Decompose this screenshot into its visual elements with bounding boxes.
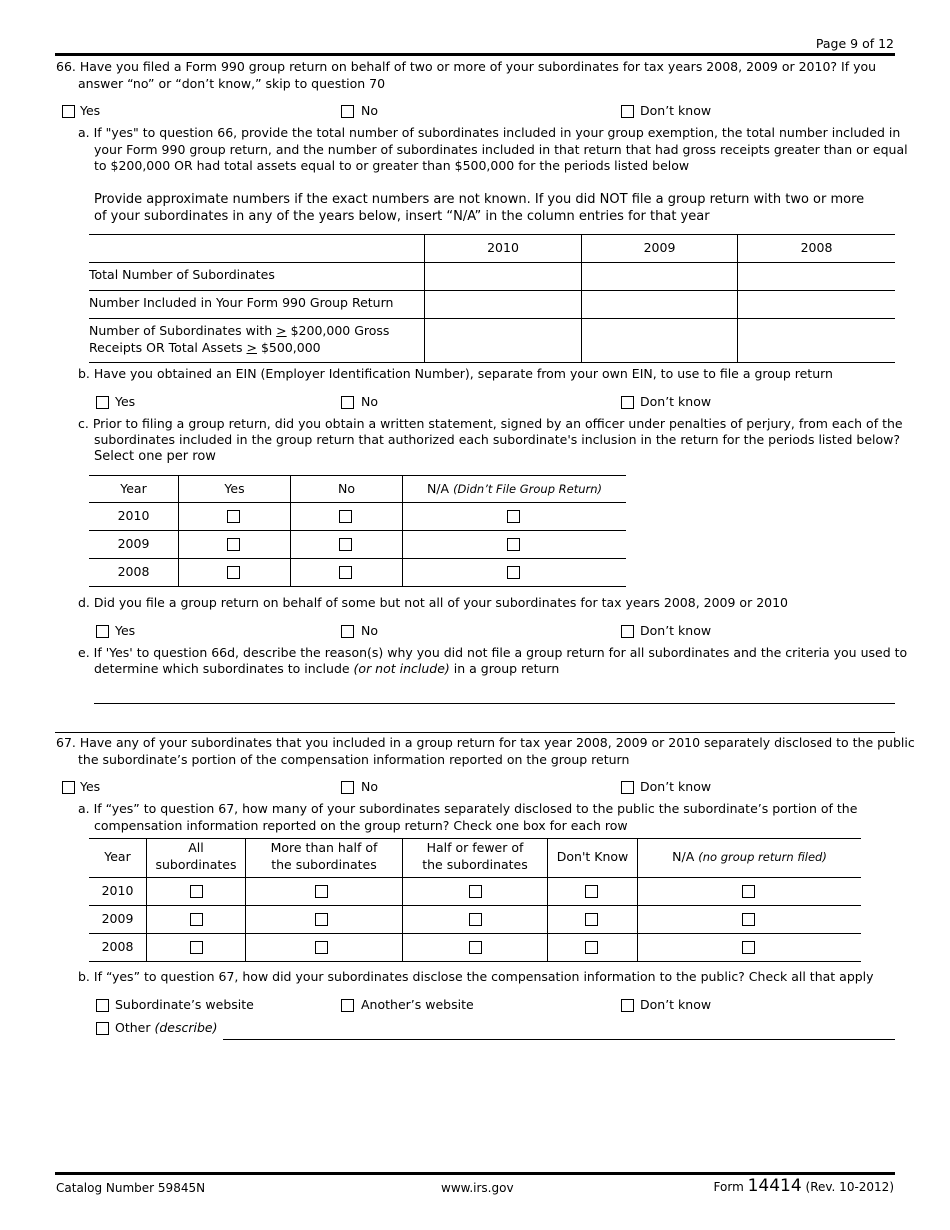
q66a-line2: your Form 990 group return, and the number of subordinates included in that return that had gross receipts greater than or equal (94, 142, 908, 157)
q67-no-checkbox[interactable] (341, 781, 354, 794)
q67b-another-website-label: Another’s website (361, 997, 474, 1012)
q66a-line3: to $200,000 OR had total assets equal to or greater than $500,000 for the periods listed below (94, 158, 690, 173)
q66a-note-line2: of your subordinates in any of the years below, insert “N/A” in the column entries for that year (94, 209, 710, 224)
q67a-2010-dont-know-checkbox[interactable] (585, 885, 598, 898)
q66c-line3: Select one per row (94, 449, 216, 464)
q67a-col-all-2: subordinates (155, 857, 237, 872)
footer-rule (55, 1172, 895, 1175)
q66b-dont-know-checkbox[interactable] (621, 396, 634, 409)
catalog-number: Catalog Number 59845N (56, 1181, 206, 1195)
q66c-col-na: N/A (Didn’t File Group Return) (426, 481, 603, 496)
q66-dont-know-label: Don’t know (640, 103, 712, 118)
q67-dont-know-checkbox[interactable] (621, 781, 634, 794)
q66b-dont-know-label: Don’t know (640, 394, 712, 409)
q67b-dont-know-label: Don’t know (640, 997, 712, 1012)
q66c-2009-yes-checkbox[interactable] (227, 538, 240, 551)
q66-no-checkbox[interactable] (341, 105, 354, 118)
cell-total-2010[interactable] (425, 263, 581, 290)
q66d-no-label: No (361, 623, 378, 638)
q66-text: 66. Have you filed a Form 990 group return on behalf of two or more of your subordinates for tax years 2008, 2009 or 2010? If you (56, 59, 877, 74)
q66-yes-checkbox[interactable] (62, 105, 75, 118)
q67b-subordinate-website-label: Subordinate’s website (115, 997, 254, 1012)
q66-no-label: No (361, 103, 378, 118)
q66c-col-no: No (338, 481, 355, 496)
q67a-2010-half-checkbox[interactable] (469, 885, 482, 898)
header-rule (55, 53, 895, 56)
q67a-2010-na-checkbox[interactable] (742, 885, 755, 898)
q66b-no-label: No (361, 394, 378, 409)
q67-yes-label: Yes (80, 779, 101, 794)
q66d-yes-checkbox[interactable] (96, 625, 109, 638)
q67b-other-describe-line[interactable] (223, 1039, 895, 1040)
q66c-year-2008: 2008 (117, 564, 150, 579)
q66d-yes-label: Yes (115, 623, 136, 638)
q67a-col-more-1: More than half of (270, 840, 378, 855)
year-header-2008: 2008 (800, 240, 833, 255)
q67a-2009-dont-know-checkbox[interactable] (585, 913, 598, 926)
q67a-col-more-2: the subordinates (271, 857, 377, 872)
cell-gross-2010[interactable] (425, 319, 581, 362)
cell-included-2008[interactable] (738, 291, 895, 318)
q67a-line2: compensation information reported on the group return? Check one box for each row (94, 818, 628, 833)
q66a-note-line1: Provide approximate numbers if the exact numbers are not known. If you did NOT file a group return with two or more (94, 192, 865, 207)
q67a-2008-half-checkbox[interactable] (469, 941, 482, 954)
cell-included-2010[interactable] (425, 291, 581, 318)
section-divider (55, 732, 895, 733)
q66d-dont-know-checkbox[interactable] (621, 625, 634, 638)
q66b-yes-label: Yes (115, 394, 136, 409)
q67a-2008-all-checkbox[interactable] (190, 941, 203, 954)
q66c-col-yes: Yes (224, 481, 245, 496)
q66c-2010-no-checkbox[interactable] (339, 510, 352, 523)
q67b-another-website-checkbox[interactable] (341, 999, 354, 1012)
cell-total-2008[interactable] (738, 263, 895, 290)
q66d-no-checkbox[interactable] (341, 625, 354, 638)
q67b-text: b. If “yes” to question 67, how did your subordinates disclose the compensation information to the public? Check all that apply (78, 969, 874, 984)
q67b-subordinate-website-checkbox[interactable] (96, 999, 109, 1012)
q67-no-label: No (361, 779, 378, 794)
q66c-2008-no-checkbox[interactable] (339, 566, 352, 579)
q67a-line1: a. If “yes” to question 67, how many of your subordinates separately disclosed to the public the subordinate’s portion of the (78, 801, 858, 816)
q66a-line1: a. If "yes" to question 66, provide the total number of subordinates included in your group exemption, the total number included in (78, 125, 901, 140)
cell-included-2009[interactable] (582, 291, 737, 318)
q67a-2008-more-checkbox[interactable] (315, 941, 328, 954)
q67b-other-checkbox[interactable] (96, 1022, 109, 1035)
q67a-2009-half-checkbox[interactable] (469, 913, 482, 926)
q66c-2008-yes-checkbox[interactable] (227, 566, 240, 579)
cell-total-2009[interactable] (582, 263, 737, 290)
q66c-2009-na-checkbox[interactable] (507, 538, 520, 551)
q67-dont-know-label: Don’t know (640, 779, 712, 794)
q67a-2008-na-checkbox[interactable] (742, 941, 755, 954)
page-number: Page 9 of 12 (815, 36, 894, 51)
q67a-2009-more-checkbox[interactable] (315, 913, 328, 926)
q67a-col-dont-know: Don't Know (556, 849, 629, 864)
q66e-line1: e. If 'Yes' to question 66d, describe the reason(s) why you did not file a group return for all subordinates and the criteria you used to (78, 645, 908, 660)
q66c-line1: c. Prior to filing a group return, did you obtain a written statement, signed by an officer under penalties of perjury, from each of the (78, 416, 903, 431)
q66b-text: b. Have you obtained an EIN (Employer Identification Number), separate from your own EIN, to use to file a group return (78, 366, 833, 381)
q67a-2009-all-checkbox[interactable] (190, 913, 203, 926)
q66c-col-year: Year (120, 481, 147, 496)
q66c-2010-na-checkbox[interactable] (507, 510, 520, 523)
row-gross-receipts-line1: Number of Subordinates with > $200,000 Gross (89, 323, 390, 338)
q66d-text: d. Did you file a group return on behalf of some but not all of your subordinates for tax years 2008, 2009 or 2010 (78, 595, 789, 610)
q66b-yes-checkbox[interactable] (96, 396, 109, 409)
q66e-line2: determine which subordinates to include (or not include) in a group return (94, 661, 560, 676)
q66-dont-know-checkbox[interactable] (621, 105, 634, 118)
q67-yes-checkbox[interactable] (62, 781, 75, 794)
cell-gross-2009[interactable] (582, 319, 737, 362)
q67a-col-all-1: All (188, 840, 204, 855)
q67-line1: 67. Have any of your subordinates that you included in a group return for tax year 2008, 2009 or 2010 separately disclosed to the public (56, 735, 915, 750)
q66-text-line2: answer “no” or “don’t know,” skip to question 70 (78, 76, 386, 91)
q66-yes-label: Yes (80, 103, 101, 118)
q67-line2: the subordinate’s portion of the compensation information reported on the group return (78, 752, 630, 767)
q67a-year-2008: 2008 (101, 939, 134, 954)
q66c-line2: subordinates included in the group return that authorized each subordinate's inclusion in the return for the periods listed below? (94, 432, 901, 447)
q67a-2010-more-checkbox[interactable] (315, 885, 328, 898)
q66b-no-checkbox[interactable] (341, 396, 354, 409)
q67a-2010-all-checkbox[interactable] (190, 885, 203, 898)
q66e-answer-line[interactable] (94, 703, 895, 704)
q67b-other-label: Other (describe) (115, 1020, 218, 1035)
q67a-2008-dont-know-checkbox[interactable] (585, 941, 598, 954)
q66c-2010-yes-checkbox[interactable] (227, 510, 240, 523)
year-header-2010: 2010 (487, 240, 519, 255)
q67a-2009-na-checkbox[interactable] (742, 913, 755, 926)
cell-gross-2008[interactable] (738, 319, 895, 362)
q67b-dont-know-checkbox[interactable] (621, 999, 634, 1012)
q67a-col-na: N/A (no group return filed) (672, 849, 827, 864)
form-id: Form 14414 (Rev. 10-2012) (713, 1176, 894, 1196)
q67a-year-2009: 2009 (101, 911, 134, 926)
row-total-subordinates: Total Number of Subordinates (89, 267, 275, 282)
q67a-col-year: Year (104, 849, 131, 864)
row-gross-receipts-line2: Receipts OR Total Assets > $500,000 (89, 340, 321, 355)
q67a-year-2010: 2010 (101, 883, 134, 898)
q66c-2009-no-checkbox[interactable] (339, 538, 352, 551)
row-included-group-return: Number Included in Your Form 990 Group Return (89, 295, 394, 310)
q66c-year-2010: 2010 (117, 508, 150, 523)
q66c-2008-na-checkbox[interactable] (507, 566, 520, 579)
q67a-col-half-1: Half or fewer of (426, 840, 524, 855)
year-header-2009: 2009 (643, 240, 676, 255)
irs-website: www.irs.gov (441, 1181, 514, 1195)
q67a-col-half-2: the subordinates (422, 857, 528, 872)
q66d-dont-know-label: Don’t know (640, 623, 712, 638)
q66c-year-2009: 2009 (117, 536, 150, 551)
